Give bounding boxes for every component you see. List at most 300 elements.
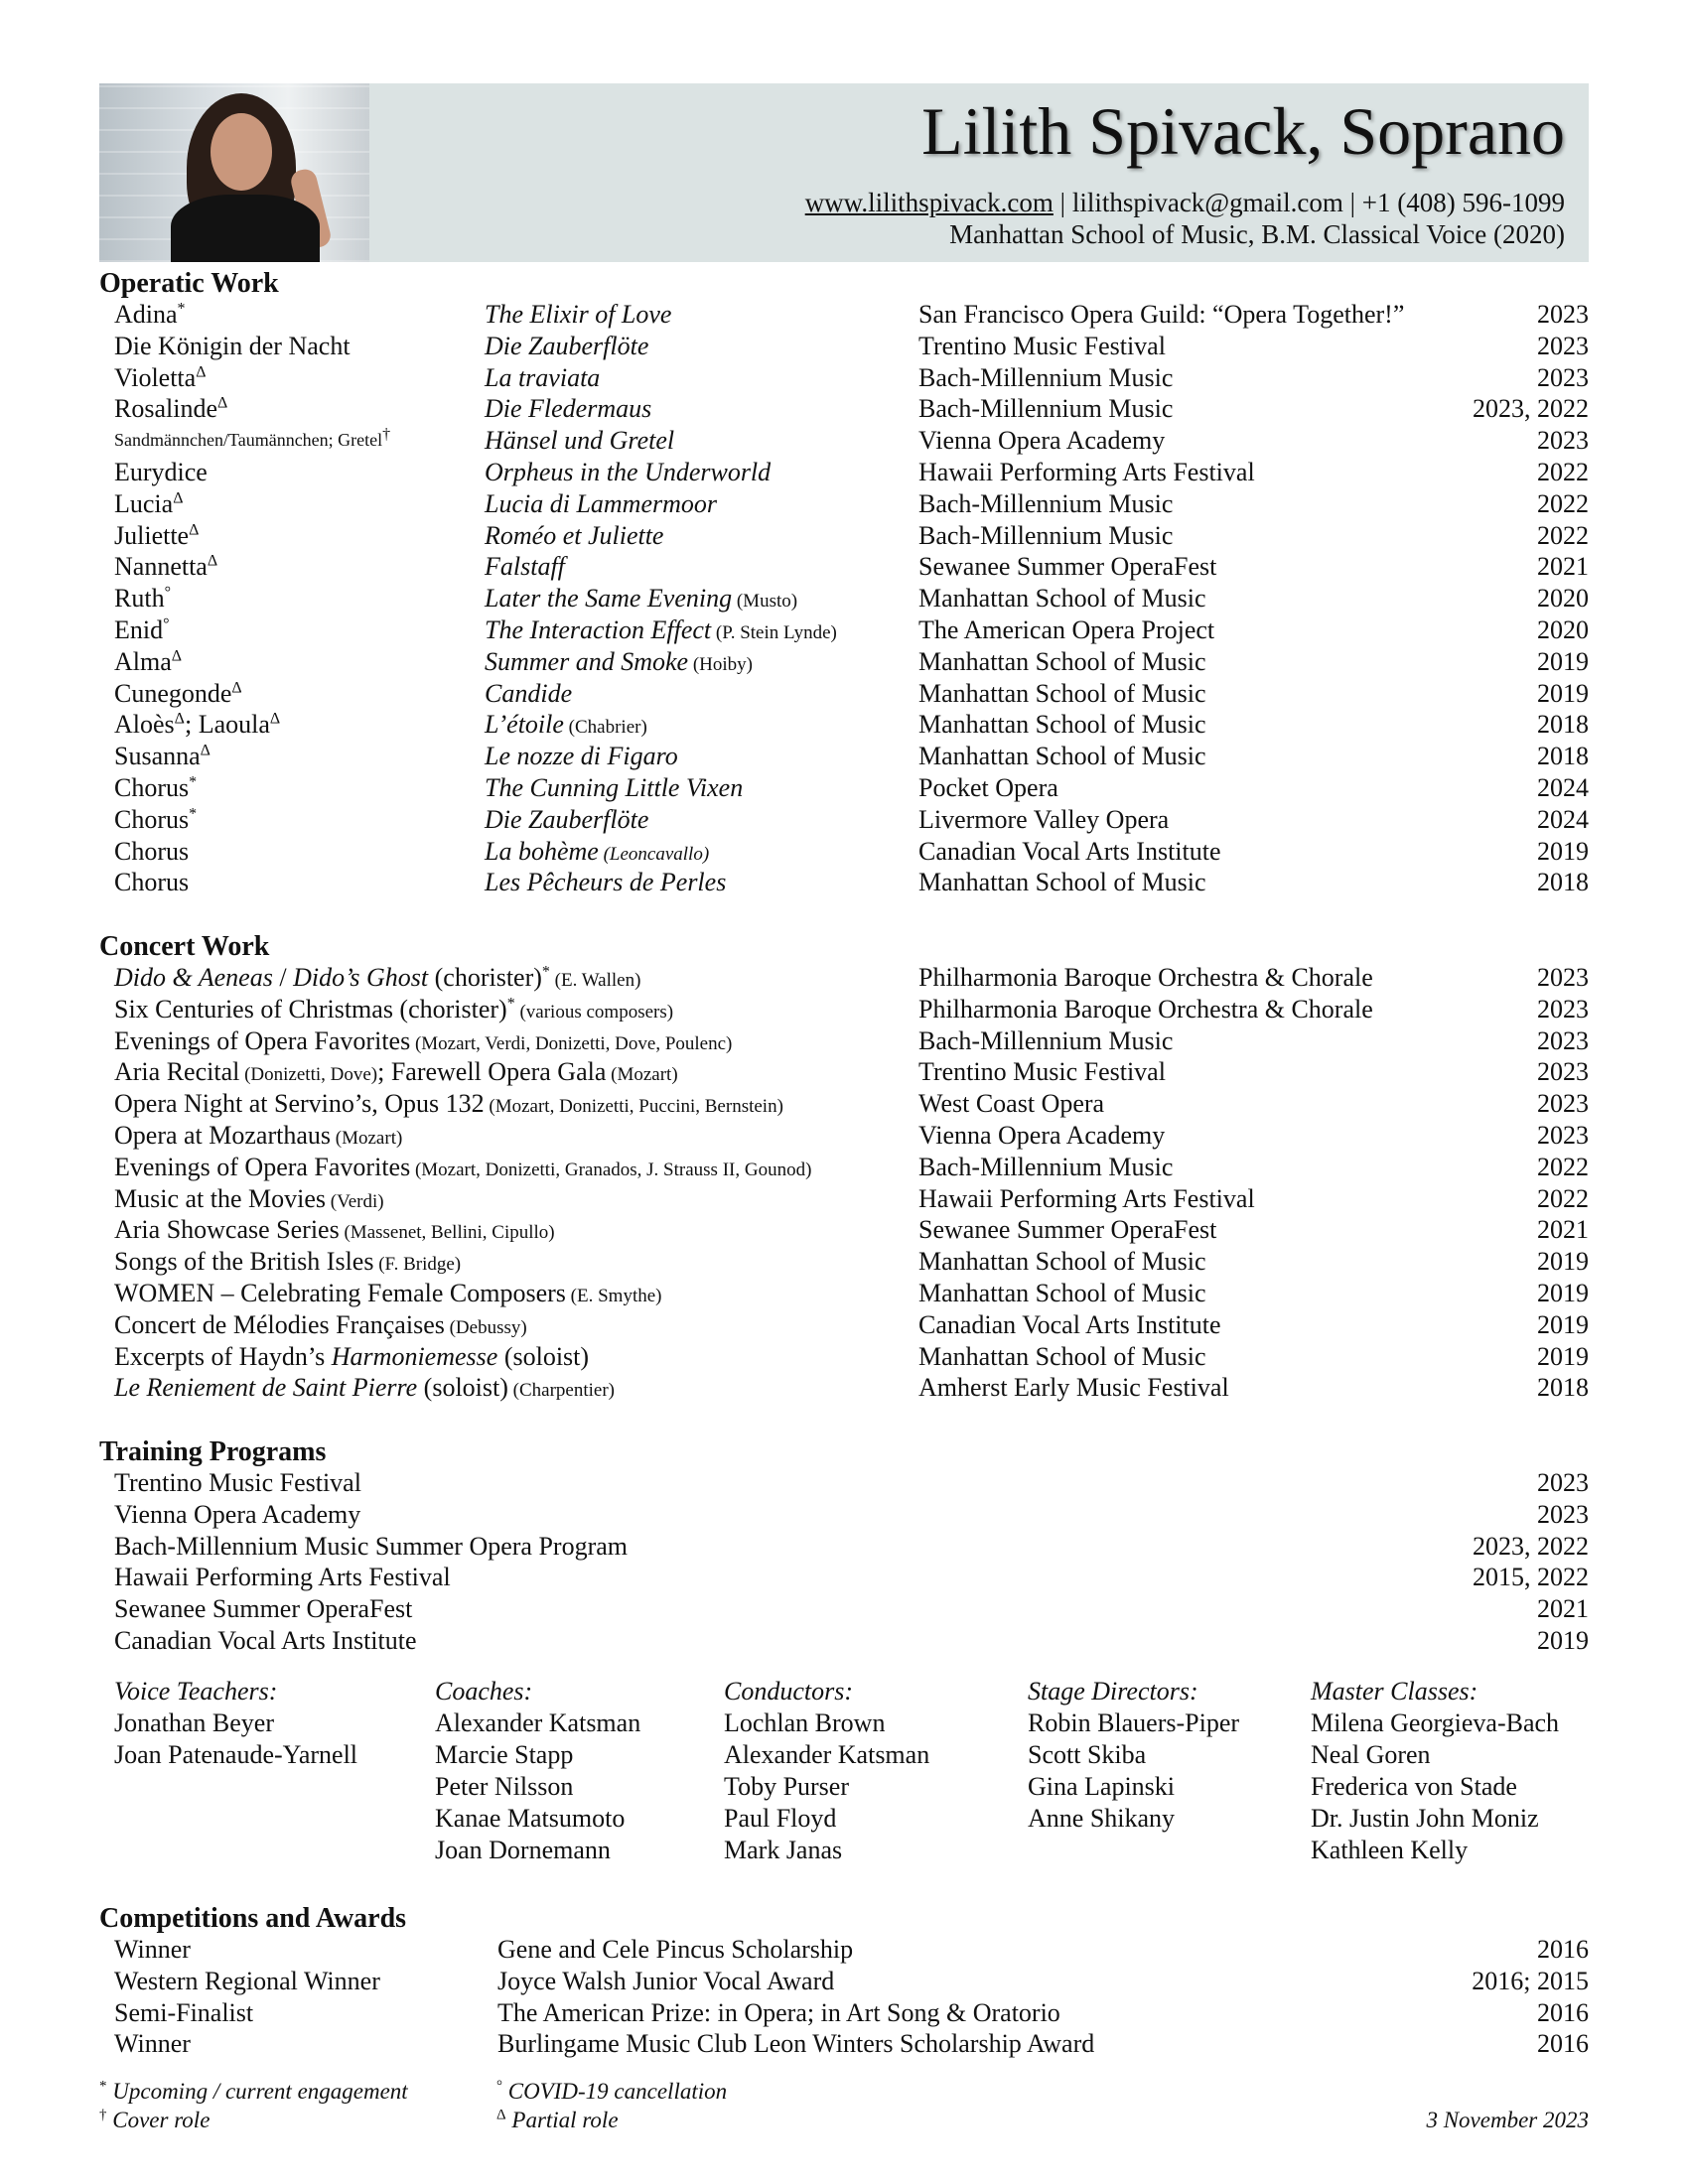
composer-note: (Debussy) [444,1316,527,1338]
role-name [114,836,189,868]
concert-title [114,1152,811,1186]
concert-title-text: Excerpts of Haydn’s [114,1341,332,1371]
column-heading: Voice Teachers: [114,1677,278,1706]
venue: Pocket Opera [918,772,1058,802]
role-name [114,772,197,804]
role-name [114,520,199,552]
venue: Bach-Millennium Music [918,488,1174,518]
award-name: Gene and Cele Pincus Scholarship [497,1935,854,1964]
table-row [0,488,1688,520]
role-name [114,331,351,362]
role-mark: Δ [173,489,184,507]
role-label: Chorus [114,772,190,802]
table-row [0,1499,1688,1531]
concert-title-italic: Dido’s Ghost [293,963,429,992]
role-label: Adina [114,300,178,329]
role-name [114,646,182,678]
opera-title-text: The Interaction Effect [485,614,712,644]
role-label: Rosalinde [114,394,217,424]
opera-title [485,772,743,804]
role-mark: ° [163,615,170,633]
venue: Manhattan School of Music [918,646,1206,676]
venue: Philharmonia Baroque Orchestra & Chorale [918,963,1373,992]
concert-title-text: Evenings of Opera Favorites [114,1025,411,1055]
page-title: Lilith Spivack, Soprano [921,93,1565,169]
people-column [724,1676,929,1866]
table-row [0,1183,1688,1215]
document-date: 3 November 2023 [1426,2108,1589,2132]
venue: Bach-Millennium Music [918,1025,1174,1055]
role-name [114,583,171,614]
concert-title-text: Concert de Mélodies Françaises [114,1309,445,1339]
concert-title [114,1056,678,1091]
concert-title [114,1183,384,1218]
concert-title-text: Music at the Movies [114,1183,327,1213]
table-row [0,331,1688,362]
role-label: Lucia [114,488,174,518]
table-row [0,772,1688,804]
year: 2024 [1537,772,1589,802]
opera-title [485,457,771,488]
year: 2023 [1537,1120,1589,1150]
person-name: Joan Patenaude-Yarnell [114,1740,358,1769]
year: 2016 [1537,2029,1589,2059]
venue: Bach-Millennium Music [918,394,1174,424]
year: 2024 [1537,804,1589,834]
person-name: Peter Nilsson [435,1772,574,1801]
concert-title [114,1278,662,1312]
role-label: Enid [114,614,164,644]
role-mark: ° [164,584,171,602]
composer-note: (F. Bridge) [373,1254,462,1276]
table-row [0,299,1688,331]
opera-title [485,299,671,331]
year: 2019 [1537,678,1589,708]
year: 2023 [1537,994,1589,1024]
column-heading: Master Classes: [1311,1677,1478,1706]
composer-note: (Mozart, Donizetti, Puccini, Bernstein) [484,1096,783,1118]
opera-title-text: Lucia di Lammermoor [485,488,718,518]
concert-title-text: (soloist) [417,1373,508,1403]
table-row [0,678,1688,710]
table-row [0,583,1688,614]
role-label: Ruth [114,584,165,614]
award-name: Burlingame Music Club Leon Winters Scholarship Award [497,2029,1095,2059]
role-label: Juliette [114,520,190,550]
year: 2019 [1537,1341,1589,1371]
person-name: Kathleen Kelly [1311,1836,1469,1864]
table-row [0,1341,1688,1373]
role-label: Chorus [114,804,190,834]
year: 2023 [1537,331,1589,360]
year: 2021 [1537,1594,1589,1624]
venue: Vienna Opera Academy [918,426,1166,456]
venue: Amherst Early Music Festival [918,1373,1229,1403]
composer-note: (Hoiby) [688,653,753,675]
year: 2020 [1537,584,1589,614]
contact-line: www.lilithspivack.com | lilithspivack@gmail.com | +1 (408) 596-1099 [804,188,1565,217]
column-heading: Coaches: [435,1677,533,1706]
concert-title-text: / [272,963,294,992]
column-heading: Stage Directors: [1028,1677,1198,1706]
role-label: Cunegonde [114,678,232,708]
role-name [114,393,227,425]
opera-title-text: Die Fledermaus [485,394,652,424]
section-title-awards: Competitions and Awards [99,1903,407,1934]
table-row [0,709,1688,741]
year: 2018 [1537,742,1589,771]
role-mark: Δ [200,742,211,759]
venue: Bach-Millennium Music [918,362,1174,392]
composer-note: (various composers) [514,1001,674,1023]
person-name: Alexander Katsman [724,1740,930,1769]
opera-title-text: Les Pêcheurs de Perles [485,868,727,897]
role-label: Eurydice [114,457,208,486]
person-name: Dr. Justin John Moniz [1311,1804,1539,1833]
composer-note: (P. Stein Lynde) [711,621,837,643]
email-link[interactable]: lilithspivack@gmail.com [1071,188,1343,217]
table-row [0,1088,1688,1120]
role-mark: Δ [217,394,228,412]
composer-note: (Musto) [732,591,798,613]
role-mark: Δ [174,710,185,728]
table-row [0,425,1688,457]
concert-title [114,994,673,1028]
year: 2019 [1537,1247,1589,1277]
operatic-work-list [0,299,1688,898]
concert-title [114,1372,615,1407]
role-label: Alma [114,646,172,676]
year: 2023 [1537,1089,1589,1119]
composer-note: (Leoncavallo) [598,843,710,865]
composer-note: (Donizetti, Dove) [239,1064,378,1086]
award-name: The American Prize: in Opera; in Art Song & Oratorio [497,1997,1060,2027]
role-name [114,614,170,646]
table-row [0,551,1688,583]
table-row [0,1997,1688,2029]
venue: Canadian Vocal Arts Institute [918,1309,1221,1339]
person-name: Milena Georgieva-Bach [1311,1708,1560,1737]
table-row [0,836,1688,868]
concert-title-text: WOMEN – Celebrating Female Composers [114,1278,566,1307]
opera-title [485,393,651,425]
training-list [0,1467,1688,1657]
table-row [0,1152,1688,1183]
opera-title [485,804,648,836]
headshot-photo [99,83,369,262]
concert-title [114,1025,732,1060]
award-result: Western Regional Winner [114,1966,380,1995]
opera-title [485,646,753,681]
year: 2023 [1537,1025,1589,1055]
composer-note: (Mozart) [606,1064,678,1086]
section-title-training: Training Programs [99,1436,327,1467]
person-name: Kanae Matsumoto [435,1804,626,1833]
venue: Canadian Vocal Arts Institute [918,836,1221,866]
venue: Vienna Opera Academy [918,1120,1166,1150]
opera-title-text: La traviata [485,362,601,392]
venue: Trentino Music Festival [918,1057,1166,1087]
role-name [114,804,197,836]
table-row [0,1966,1688,1997]
table-row [0,1056,1688,1088]
person-name: Lochlan Brown [724,1708,886,1737]
role-label: Aloès [114,710,175,740]
role-mark: † [382,426,391,444]
venue: Trentino Music Festival [918,331,1166,360]
year: 2023, 2022 [1473,1531,1589,1561]
role-name [114,551,217,583]
year: 2021 [1537,1215,1589,1245]
person-name: Paul Floyd [724,1804,837,1833]
role-name [114,362,207,394]
year: 2018 [1537,710,1589,740]
role-name [114,867,189,898]
composer-note: (E. Smythe) [565,1285,662,1306]
opera-title-text: Die Zauberflöte [485,331,649,360]
program-name: Bach-Millennium Music Summer Opera Program [114,1531,629,1561]
venue: Sewanee Summer OperaFest [918,552,1217,582]
column-heading: Conductors: [724,1677,853,1706]
table-row [0,2028,1688,2060]
role-name [114,488,183,520]
year: 2023 [1537,963,1589,992]
venue: Manhattan School of Music [918,1247,1206,1277]
year: 2019 [1537,646,1589,676]
concert-title [114,1309,527,1344]
role-mark: * [189,773,198,791]
venue: Manhattan School of Music [918,1278,1206,1307]
section-title-concert: Concert Work [99,931,270,962]
opera-title [485,836,709,871]
legend-partial: $^\Delta$ Partial role [496,2107,619,2132]
year: 2023 [1537,300,1589,329]
role-mark: Δ [207,552,218,570]
year: 2021 [1537,552,1589,582]
opera-title-text: L’étoile [485,710,564,740]
concert-title-text: Aria Recital [114,1057,240,1087]
venue: Philharmonia Baroque Orchestra & Chorale [918,994,1373,1024]
program-name: Hawaii Performing Arts Festival [114,1563,451,1592]
role-name [114,425,390,457]
opera-title [485,425,674,457]
role-label: Die Königin der Nacht [114,331,351,360]
year: 2023 [1537,1057,1589,1087]
year: 2018 [1537,868,1589,897]
program-name: Canadian Vocal Arts Institute [114,1625,417,1655]
people-column [114,1676,357,1771]
opera-title-text: Later the Same Evening [485,584,733,614]
table-row [0,1531,1688,1563]
opera-title [485,741,678,772]
table-row [0,741,1688,772]
year: 2016 [1537,1935,1589,1964]
role-name [114,457,208,488]
opera-title [485,709,647,744]
concert-title [114,1214,555,1249]
legend-cover: † Cover role [99,2107,211,2132]
role-label: Violetta [114,362,197,392]
person-name: Alexander Katsman [435,1708,641,1737]
venue: Bach-Millennium Music [918,520,1174,550]
venue: Manhattan School of Music [918,742,1206,771]
person-name: Toby Purser [724,1772,850,1801]
year: 2023, 2022 [1473,394,1589,424]
venue: Sewanee Summer OperaFest [918,1215,1217,1245]
venue: Manhattan School of Music [918,868,1206,897]
year: 2018 [1537,1373,1589,1403]
concert-mark: * [506,995,515,1013]
opera-title-text: Le nozze di Figaro [485,742,678,771]
concert-title-text: Six Centuries of Christmas (chorister) [114,994,507,1024]
year: 2019 [1537,1278,1589,1307]
role-name [114,299,186,331]
table-row [0,1372,1688,1404]
opera-title-text: Summer and Smoke [485,646,689,676]
legend-upcoming: * Upcoming / current engagement [99,2078,408,2104]
composer-note: (Mozart, Donizetti, Granados, J. Strauss II, Gounod) [410,1159,812,1180]
concert-title-italic: Le Reniement de Saint Pierre [114,1373,418,1403]
people-column [435,1676,640,1866]
table-row [0,457,1688,488]
composer-note: (Massenet, Bellini, Cipullo) [339,1222,555,1244]
opera-title [485,520,663,552]
opera-title-text: The Elixir of Love [485,300,672,329]
opera-title-text: Candide [485,678,573,708]
composer-note: (Mozart, Verdi, Donizetti, Dove, Poulenc) [410,1032,733,1054]
concert-title [114,1088,783,1123]
person-name: Robin Blauers-Piper [1028,1708,1240,1737]
table-row [0,393,1688,425]
year: 2022 [1537,457,1589,486]
opera-title-text: Orpheus in the Underworld [485,457,772,486]
table-row [0,1214,1688,1246]
table-row [0,1025,1688,1057]
concert-title-text: Opera Night at Servino’s, Opus 132 [114,1089,485,1119]
program-name: Sewanee Summer OperaFest [114,1594,413,1624]
role-label: ; Laoula [184,710,270,740]
person-name: Gina Lapinski [1028,1772,1176,1801]
opera-title-text: Die Zauberflöte [485,804,649,834]
role-name [114,709,280,741]
composer-note: (Mozart) [331,1127,403,1149]
person-name: Anne Shikany [1028,1804,1176,1833]
venue: Bach-Millennium Music [918,1152,1174,1181]
legend-covid: ° COVID-19 cancellation [496,2078,728,2104]
table-row [0,362,1688,394]
year: 2023 [1537,1468,1589,1497]
opera-title-text: Roméo et Juliette [485,520,664,550]
opera-title-text: Falstaff [485,552,565,582]
table-row [0,646,1688,678]
education-line: Manhattan School of Music, B.M. Classical Voice (2020) [949,219,1565,249]
role-label: Chorus [114,836,190,866]
person-name: Neal Goren [1311,1740,1431,1769]
role-mark: * [177,300,186,318]
website-link[interactable]: www.lilithspivack.com [804,188,1054,217]
person-name: Mark Janas [724,1836,843,1864]
concert-title [114,1341,589,1373]
concert-title [114,1246,461,1281]
concert-mark: * [541,963,550,981]
role-label: Sandmännchen/Taumännchen; Gretel [114,430,383,451]
table-row [0,1309,1688,1341]
venue: West Coast Opera [918,1089,1105,1119]
year: 2019 [1537,1309,1589,1339]
concert-title-text: Songs of the British Isles [114,1247,374,1277]
person-name: Scott Skiba [1028,1740,1147,1769]
concert-title-text: Opera at Mozarthaus [114,1120,332,1150]
phone-number: +1 (408) 596-1099 [1361,188,1565,217]
venue: Hawaii Performing Arts Festival [918,457,1255,486]
table-row [0,520,1688,552]
year: 2020 [1537,614,1589,644]
opera-title [485,678,572,710]
venue: Hawaii Performing Arts Festival [918,1183,1255,1213]
year: 2023 [1537,426,1589,456]
venue: Manhattan School of Music [918,1341,1206,1371]
role-label: Nannetta [114,552,208,582]
venue: Manhattan School of Music [918,710,1206,740]
table-row [0,614,1688,646]
concert-work-list [0,962,1688,1404]
concert-title-text: ; Farewell Opera Gala [377,1057,607,1087]
composer-note: (Verdi) [326,1190,384,1212]
person-name: Joan Dornemann [435,1836,611,1864]
table-row [0,1278,1688,1309]
awards-list [0,1934,1688,2060]
venue: San Francisco Opera Guild: “Opera Together!” [918,300,1405,329]
person-name: Frederica von Stade [1311,1772,1517,1801]
award-name: Joyce Walsh Junior Vocal Award [497,1966,835,1995]
table-row [0,994,1688,1025]
program-name: Vienna Opera Academy [114,1499,361,1529]
opera-title [485,614,837,649]
role-name [114,678,242,710]
year: 2022 [1537,1152,1589,1181]
opera-title [485,362,600,394]
section-title-operatic: Operatic Work [99,268,279,299]
year: 2022 [1537,520,1589,550]
role-mark: Δ [189,520,200,538]
people-column [1311,1676,1559,1866]
opera-title [485,583,797,617]
award-result: Winner [114,2029,191,2059]
role-mark: Δ [196,362,207,380]
concert-title-italic: Dido & Aeneas [114,963,273,992]
composer-note: (Charpentier) [507,1380,615,1402]
table-row [0,1934,1688,1966]
opera-title [485,331,648,362]
venue: The American Opera Project [918,614,1215,644]
role-mark: Δ [269,710,281,728]
concert-title-italic: Harmoniemesse [331,1341,498,1371]
header-banner [99,83,1589,262]
year: 2022 [1537,1183,1589,1213]
table-row [0,804,1688,836]
opera-title-text: La bohème [485,836,599,866]
concert-title-text: Aria Showcase Series [114,1215,340,1245]
composer-note: (E. Wallen) [549,970,641,991]
award-result: Semi-Finalist [114,1997,254,2027]
teachers-coaches-grid [0,1676,1688,1874]
table-row [0,962,1688,994]
opera-title [485,867,726,898]
opera-title-text: Hänsel und Gretel [485,426,675,456]
table-row [0,1246,1688,1278]
concert-title-text: (chorister) [428,963,542,992]
table-row [0,1120,1688,1152]
